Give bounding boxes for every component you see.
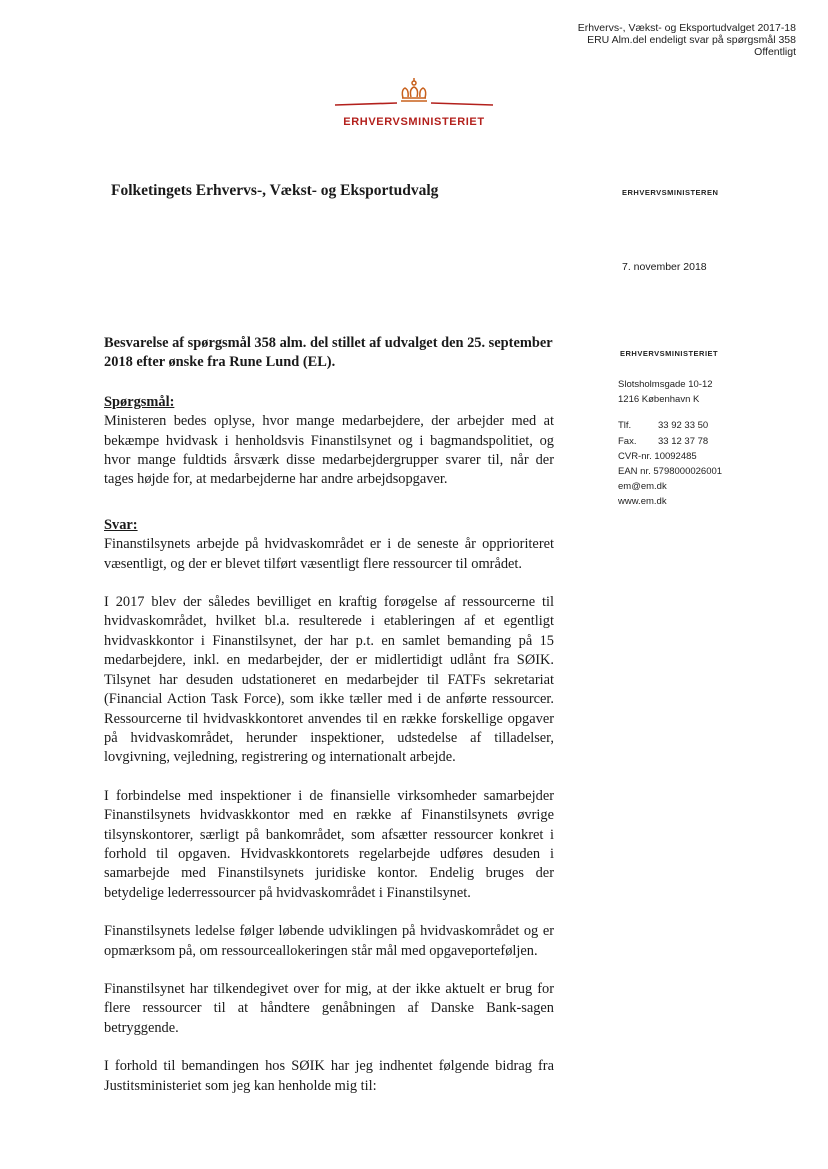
website-address: www.em.dk <box>618 496 667 508</box>
fax-label: Fax. <box>618 435 637 447</box>
letter-title: Besvarelse af spørgsmål 358 alm. del stillet af udvalget den 25. september 2018 efter ønske fra Rune Lund (EL). <box>104 335 553 371</box>
phone-row <box>618 418 722 433</box>
contact-block <box>618 377 722 510</box>
fax-number: 33 12 37 78 <box>658 435 709 447</box>
address-street: Slotsholmsgade 10-12 <box>618 379 713 390</box>
answer-paragraph: I 2017 blev der således bevilliget en kraftig forøgelse af ressourcerne til hvidvaskområdet, hvilket bl.a. resulterede i etableringen af et egentligt hvidvaskkontor i Finanstilsynet, der har p.t. en samlet bemanding på 15 medarbejdere, inkl. en medarbejder, der er midlertidigt udlånt fra SØIK. Tilsynet har desuden udstationeret en medarbejder til FATFs sekretariat (Financial Action Task Force), som ikke tæller med i de anførte ressourcer. Ressourcerne til hvidvaskkontoret anvendes til en række forskellige opgaver på hvidvaskområdet, herunder inspektioner, udstedelse af tilladelser, lovgivning, vejledning, registrering og internationalt arbejde. <box>104 594 554 766</box>
header-line-status: Offentligt <box>754 46 796 58</box>
fax-row <box>618 434 722 449</box>
answer-heading: Svar: <box>104 516 138 533</box>
cvr-number: CVR-nr. 10092485 <box>618 450 697 462</box>
crown-icon <box>333 76 495 116</box>
ean-number: EAN nr. 5798000026001 <box>618 466 723 478</box>
answer-paragraph: I forbindelse med inspektioner i de finansielle virksomheder samarbejder Finanstilsynets hvidvaskkontor med en række af Finanstilsynets øvrige tilsynskontorer, særligt på bankområdet, som afsætter ressourcer konkret i forhold til opgaven. Hvidvaskkontorets regelarbejde udføres desuden i samarbejde med Finanstilsynets juridiske kontor. Endelig bruges der betydelige lederressourcer på hvidvaskområdet i Finanstilsynet. <box>104 787 554 901</box>
letter-date: 7. november 2018 <box>622 261 707 273</box>
answer-paragraph: Finanstilsynets arbejde på hvidvaskområdet er i de seneste år opprioriteret væsentligt, og der er blevet tilført væsentligt flere ressourcer til området. <box>104 536 554 572</box>
phone-label: Tlf. <box>618 420 632 432</box>
sender-label-ministry: ERHVERVSMINISTERIET <box>620 349 719 358</box>
header-line-committee: Erhvervs-, Vækst- og Eksportudvalget 2017-18 <box>577 22 796 34</box>
question-heading: Spørgsmål: <box>104 393 175 410</box>
answer-paragraph: Finanstilsynet har tilkendegivet over for mig, at der ikke aktuelt er brug for flere ressourcer til at håndtere genåbningen af Danske Bank-sagen betryggende. <box>104 980 554 1036</box>
question-text: Ministeren bedes oplyse, hvor mange medarbejdere, der arbejder med at bekæmpe hvidvask i henholdsvis Finanstilsynet og i bagmandspolitiet, og hvor mange fuldtids årsværk disse medarbejdergrupper svarer til, når der tages højde for, at medarbejderne har andre arbejdsopgaver. <box>104 413 554 488</box>
address-city: 1216 København K <box>618 394 700 406</box>
document-header <box>578 22 796 58</box>
ministry-logo-text: ERHVERVSMINISTERIET <box>343 116 485 128</box>
answer-paragraph: I forhold til bemandingen hos SØIK har jeg indhentet følgende bidrag fra Justitsministeriet som jeg kan henholde mig til: <box>104 1058 554 1094</box>
email-address: em@em.dk <box>618 481 667 493</box>
recipient-committee: Folketingets Erhvervs-, Vækst- og Eksportudvalg <box>111 182 439 199</box>
header-line-reference: ERU Alm.del endeligt svar på spørgsmål 358 <box>587 34 796 46</box>
answer-paragraph: Finanstilsynets ledelse følger løbende udviklingen på hvidvaskområdet og er opmærksom på, om ressourceallokeringen står mål med opgaveporteføljen. <box>104 923 554 959</box>
phone-number: 33 92 33 50 <box>658 420 709 432</box>
sender-label-minister: ERHVERVSMINISTEREN <box>622 188 719 197</box>
letter-body <box>104 334 554 1115</box>
ministry-logo <box>333 76 495 132</box>
